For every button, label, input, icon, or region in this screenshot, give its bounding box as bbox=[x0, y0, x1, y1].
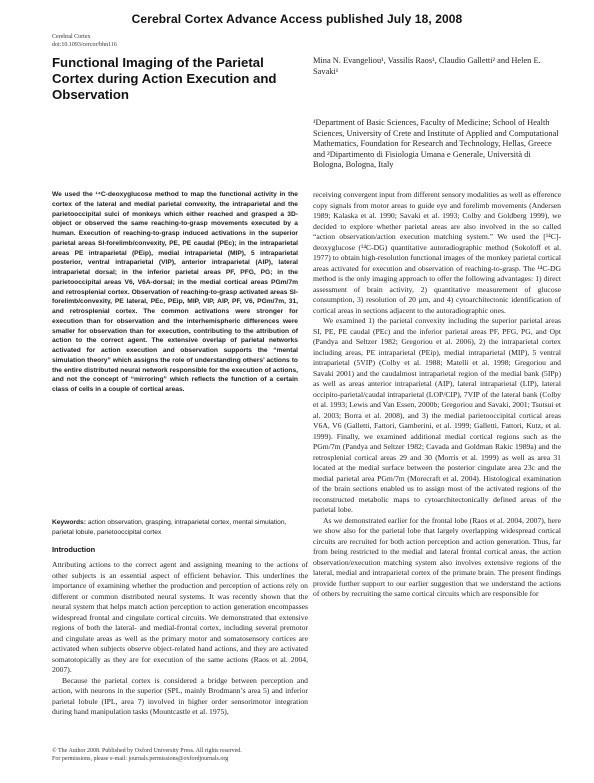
right-paragraph-1: receiving convergent input from different sensory modalities as well as efference copy signals from motor areas to guide eye and forelimb movements (Andersen 1989; Kalaska et al. 1990; Savaki et al. 1993; Colby and Goldberg 1999), we decided to explore whether parietal areas are also involved in the so called “action observation/action execution matching system.” We used the [¹⁴C]-deoxyglucose (¹⁴C-DG) quantitative autoradiographic method (Sokoloff et al. 1977) to obtain high-resolution functional images of the monkey parietal cortical areas activated for execution and observation of reaching-to-grasp. The ¹⁴C-DG method is the only imaging approach to offer the following advantages: 1) direct assessment of brain activity, 2) quantitative measurement of glucose consumption, 3) resolution of 20 μm, and 4) cytoarchitectonic identification of cortical areas in sections adjacent to the autoradiographic ones. bbox=[313, 190, 561, 315]
abstract: We used the ¹⁴C-deoxyglucose method to map the functional activity in the cortex of the lateral and medial parietal convexity, the intraparietal and the parietooccipital sulci of monkeys which either reached and grasped a 3D-object or observed the same reaching-to-grasp movements executed by a human. Execution of reaching-to-grasp induced activations in the superior parietal areas SI-forelimb/convexity, PE, PE caudal (PEc); in the intraparietal areas PE intraparietal (PEip), medial intraparietal (MIP), 5 intraparietal posterior, ventral intraparietal (VIP), anterior intraparietal (AIP), lateral intraparietal dorsal; in the inferior parietal areas PF, PFG, PG; in the parietooccipital areas V6, V6A-dorsal; in the medial cortical areas PGm/7m and retrosplenial cortex. Observation of reaching-to-grasp activated areas SI-forelimb/convexity, PE lateral, PEc, PEip, MIP, VIP, AIP, PF, V6, PGm/7m, 31, and retrosplenial cortex. The common activations were stronger for execution than for observation and the interhemispheric differences were smaller for observation than for execution, contributing to the attribution of action to the correct agent. The extensive overlap of parietal networks activated for action execution and observation supports the “mental simulation theory” which assigns the role of understanding others’ actions to the entire distributed neural network responsible for the execution of actions, and not the concept of “mirroring” which reflects the function of a certain class of cells in a couple of cortical areas. bbox=[52, 191, 298, 393]
copyright-footer bbox=[52, 747, 242, 763]
copyright-line: © The Author 2008. Published by Oxford University Press. All rights reserved. bbox=[52, 748, 242, 754]
doi-line: doi:10.1093/cercor/bhn116 bbox=[52, 42, 117, 48]
right-paragraph-3: As we demonstrated earlier for the frontal lobe (Raos et al. 2004, 2007), here we show also for the parietal lobe that largely overlapping widespread cortical circuits are recruited for both action perception and action generation. Thus, far from being restricted to the medial and lateral frontal cortical areas, the action observation/execution matching system also involves extensive regions of the lateral, medial and intraparietal cortex of the primate brain. The present findings provide further support to our earlier suggestion that we understand the actions of others by recruiting the same cortical circuits which are responsible for bbox=[313, 515, 561, 598]
keywords-label: Keywords: bbox=[52, 519, 86, 526]
intro-paragraph-1: Attributing actions to the correct agent and assigning meaning to the actions of other subjects is an essential aspect of efficient behavior. This underlines the importance of examining whether the production and perception of actions rely on different or common distributed neural systems. It was recently shown that the neural system that helps match action perception to action generation encompasses widespread frontal and cingulate cortical circuits. We demonstrated that extensive regions of both the lateral- and medial-frontal cortex, including several premotor and cingulate areas as well as the primary motor and somatosensory cortices are activated when subjects observe object-related hand actions, and they are activated somatotopically as they are for execution of the same actions (Raos et al. 2004, 2007). bbox=[52, 560, 308, 674]
body-column-left bbox=[52, 560, 308, 718]
right-paragraph-2: We examined 1) the parietal convexity including the superior parietal areas SI, PE, PE caudal (PEc) and the inferior parietal areas PF, PFG, PG, and Opt (Pandya and Seltzer 1982; Gregoriou et al. 2006), 2) the intraparietal cortex including areas, PE intraparietal (PEip), medial intraparietal (MIP), 5 ventral intraparietal (5VIP) (Colby et al. 1988; Matelli et al. 1998; Gregoriou and Savaki 2001) and the caudalmost intraparietal region of the medial bank (5IPp) as well as areas anterior intraparietal (AIP), lateral intraparietal (LIP), lateral occipito-parietal/caudal intraparietal (LOP/CIP), 7VIP of the lateral bank (Colby et al. 1993; Lewis and Van Essen, 2000b; Gregoriou and Savaki, 2001; Tsutsui et al. 2003; Borra et al. 2008), and 3) the medial parietooccipital cortical areas V6A, V6 (Galletti, Fattori, Gamberini, et al. 1999; Galletti, Fattori, Kutz, et al. 1999). Finally, we examined additional medial cortical regions such as the PGm/7m (Pandya and Seltzer 1982; Cavada and Goldman Rakic 1989a) and the retrosplenial cortical areas 29 and 30 (Morris et al. 1999) as well as area 31 located at the medial surface between the posterior cingulate area 23c and the medial parietal area PGm/7m (Morecraft et al. 2004). Histological examination of the brain sections enabled us to assign most of the activated regions of the reconstructed metabolic maps to cytoarchitectonically defined areas of the parietal lobe. bbox=[313, 316, 561, 514]
permissions-line: For permissions, please e-mail: journals.permissions@oxfordjournals.org bbox=[52, 756, 229, 762]
section-heading-introduction: Introduction bbox=[52, 545, 96, 554]
keywords-text: action observation, grasping, intraparietal cortex, mental simulation, parietal lobule, parietooccipital cortex bbox=[52, 519, 287, 536]
journal-name: Cerebral Cortex bbox=[52, 34, 91, 40]
advance-access-banner: Cerebral Cortex Advance Access published July 18, 2008 bbox=[131, 12, 463, 26]
journal-info bbox=[52, 33, 117, 49]
affiliations: ¹Department of Basic Sciences, Faculty of Medicine; School of Health Sciences, University of Crete and Institute of Applied and Computational Mathematics, Foundation for Research and Technology, Hellas, Greece and ²Dipartimento di Fisiologia Umana e Generale, Università di Bologna, Bologna, Italy bbox=[313, 118, 559, 169]
intro-paragraph-2: Because the parietal cortex is considered a bridge between perception and action, with neurons in the superior (SPL, mainly Brodmann’s area 5) and inferior parietal lobule (IPL, area 7) involved in higher order sensorimotor integration during hand manipulation tasks (Mountcastle et al. 1975), bbox=[52, 675, 308, 716]
author-list: Mina N. Evangeliou¹, Vassilis Raos¹, Claudio Galletti² and Helen E. Savaki¹ bbox=[313, 56, 541, 76]
paper-title: Functional Imaging of the Parietal Cortex during Action Execution and Observation bbox=[52, 55, 277, 102]
keywords bbox=[52, 518, 298, 538]
body-column-right bbox=[313, 190, 561, 600]
